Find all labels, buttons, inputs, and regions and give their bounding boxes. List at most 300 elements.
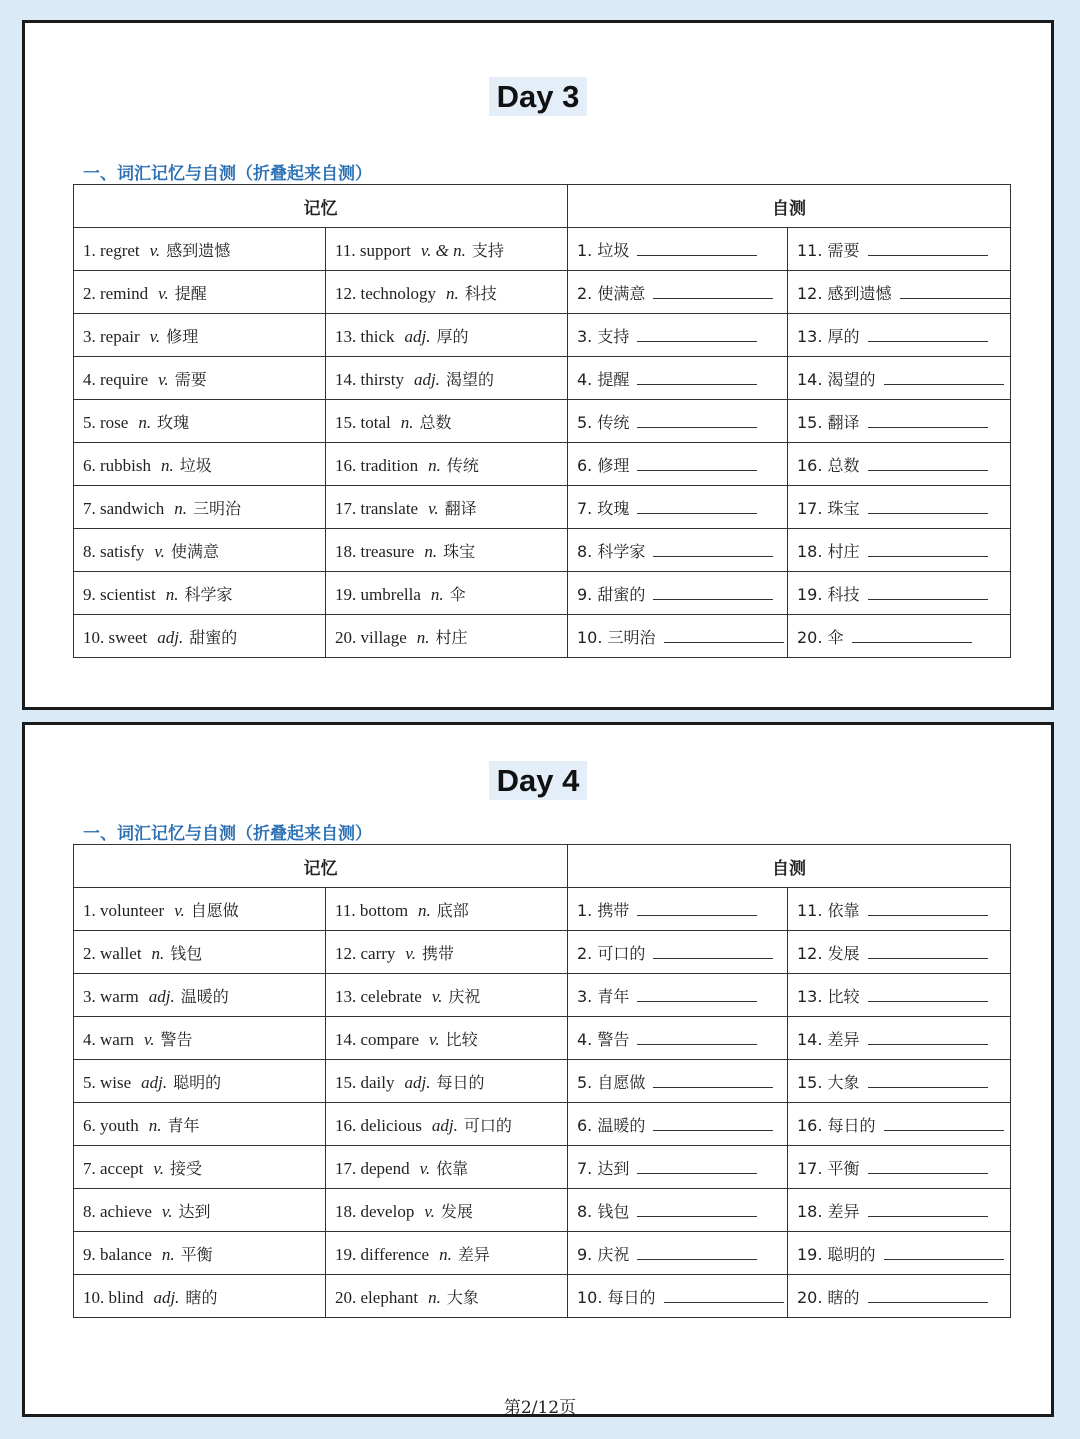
answer-blank[interactable] [637, 241, 757, 256]
self-test-entry [788, 974, 1011, 1017]
table-row [74, 1017, 1011, 1060]
self-test-prompt: 3. 支持 [577, 326, 630, 346]
english-word: 1. volunteer [83, 900, 165, 920]
self-test-prompt: 7. 达到 [577, 1158, 630, 1178]
answer-blank[interactable] [637, 1030, 757, 1045]
chinese-meaning: 自愿做 [190, 900, 239, 920]
english-word: 11. bottom [335, 900, 409, 920]
self-test-prompt: 7. 玫瑰 [577, 498, 630, 518]
self-test-prompt: 15. 大象 [797, 1072, 860, 1092]
day4-section-heading: 一、词汇记忆与自测（折叠起来自测） [83, 824, 372, 844]
answer-blank[interactable] [852, 628, 972, 643]
english-word: 19. difference [335, 1244, 430, 1264]
chinese-meaning: 厚的 [436, 326, 469, 346]
table-row [74, 529, 1011, 572]
memory-entry [74, 400, 326, 443]
day3-title: Day 3 [25, 79, 1051, 115]
answer-blank[interactable] [868, 1030, 988, 1045]
day3-section-heading: 一、词汇记忆与自测（折叠起来自测） [83, 164, 372, 184]
self-test-entry [788, 1232, 1011, 1275]
self-test-prompt: 4. 提醒 [577, 369, 630, 389]
part-of-speech: adj. [157, 627, 184, 647]
self-test-prompt: 5. 自愿做 [577, 1072, 646, 1092]
chinese-meaning: 珠宝 [443, 541, 476, 561]
answer-blank[interactable] [637, 370, 757, 385]
table-row [74, 443, 1011, 486]
self-test-entry [788, 1017, 1011, 1060]
memory-entry [74, 1146, 326, 1189]
chinese-meaning: 翻译 [444, 498, 477, 518]
part-of-speech: adj. [153, 1287, 180, 1307]
answer-blank[interactable] [637, 327, 757, 342]
memory-entry [326, 1146, 568, 1189]
part-of-speech: adj. [431, 1115, 458, 1135]
part-of-speech: v. [143, 1029, 155, 1049]
memory-entry [74, 572, 326, 615]
answer-blank[interactable] [868, 987, 988, 1002]
answer-blank[interactable] [868, 542, 988, 557]
chinese-meaning: 玫瑰 [157, 412, 190, 432]
answer-blank[interactable] [653, 585, 773, 600]
chinese-meaning: 垃圾 [179, 455, 212, 475]
english-word: 10. sweet [83, 627, 148, 647]
self-test-entry [568, 974, 788, 1017]
english-word: 7. sandwich [83, 498, 165, 518]
memory-entry [326, 888, 568, 931]
memory-entry [326, 271, 568, 314]
self-test-entry [788, 615, 1011, 658]
english-word: 18. develop [335, 1201, 415, 1221]
chinese-meaning: 平衡 [180, 1244, 213, 1264]
answer-blank[interactable] [653, 1116, 773, 1131]
english-word: 2. wallet [83, 943, 142, 963]
self-test-prompt: 1. 垃圾 [577, 240, 630, 260]
memory-entry [74, 228, 326, 271]
part-of-speech: v. [419, 1158, 431, 1178]
answer-blank[interactable] [868, 1288, 988, 1303]
chinese-meaning: 大象 [446, 1287, 479, 1307]
english-word: 15. total [335, 412, 391, 432]
table-row [74, 314, 1011, 357]
answer-blank[interactable] [868, 1159, 988, 1174]
chinese-meaning: 提醒 [174, 283, 207, 303]
english-word: 4. warn [83, 1029, 134, 1049]
self-test-entry [788, 486, 1011, 529]
memory-entry [326, 357, 568, 400]
self-test-prompt: 13. 比较 [797, 986, 860, 1006]
part-of-speech: n. [428, 1287, 441, 1307]
self-test-prompt: 2. 使满意 [577, 283, 646, 303]
answer-blank[interactable] [653, 284, 773, 299]
english-word: 6. rubbish [83, 455, 151, 475]
english-word: 8. satisfy [83, 541, 145, 561]
self-test-entry [568, 931, 788, 974]
answer-blank[interactable] [884, 1245, 1004, 1260]
part-of-speech: v. & n. [420, 240, 466, 260]
self-test-entry [568, 228, 788, 271]
self-test-header: 自测 [568, 185, 1011, 228]
part-of-speech: n. [161, 455, 174, 475]
self-test-prompt: 17. 平衡 [797, 1158, 860, 1178]
part-of-speech: v. [154, 541, 165, 561]
memory-entry [326, 1060, 568, 1103]
part-of-speech: n. [165, 584, 179, 604]
english-word: 14. compare [335, 1029, 420, 1049]
chinese-meaning: 瞎的 [185, 1287, 218, 1307]
self-test-entry [788, 888, 1011, 931]
table-row [74, 400, 1011, 443]
memory-entry [326, 1189, 568, 1232]
part-of-speech: adj. [404, 326, 431, 346]
part-of-speech: n. [400, 412, 414, 432]
chinese-meaning: 每日的 [436, 1072, 485, 1092]
answer-blank[interactable] [868, 327, 988, 342]
answer-blank[interactable] [868, 901, 988, 916]
part-of-speech: v. [158, 283, 169, 303]
english-word: 2. remind [83, 283, 149, 303]
table-row [74, 974, 1011, 1017]
memory-entry [74, 1060, 326, 1103]
table-row [74, 1103, 1011, 1146]
chinese-meaning: 达到 [178, 1201, 211, 1221]
chinese-meaning: 钱包 [170, 943, 203, 963]
english-word: 12. carry [335, 943, 396, 963]
self-test-prompt: 1. 携带 [577, 900, 630, 920]
part-of-speech: v. [161, 1201, 173, 1221]
self-test-entry [788, 1189, 1011, 1232]
self-test-entry [568, 529, 788, 572]
part-of-speech: n. [151, 943, 165, 963]
self-test-entry [568, 271, 788, 314]
self-test-entry [788, 572, 1011, 615]
answer-blank[interactable] [637, 1245, 757, 1260]
chinese-meaning: 差异 [457, 1244, 490, 1264]
memory-entry [74, 1189, 326, 1232]
memory-entry [326, 931, 568, 974]
english-word: 11. support [335, 240, 411, 260]
english-word: 10. blind [83, 1287, 144, 1307]
part-of-speech: adj. [148, 986, 175, 1006]
answer-blank[interactable] [900, 284, 1011, 299]
english-word: 19. umbrella [335, 584, 421, 604]
answer-blank[interactable] [884, 370, 1004, 385]
chinese-meaning: 比较 [445, 1029, 478, 1049]
self-test-entry [788, 443, 1011, 486]
self-test-prompt: 12. 感到遗憾 [797, 283, 892, 303]
answer-blank[interactable] [637, 499, 757, 514]
self-test-entry [788, 1275, 1011, 1318]
memory-entry [74, 357, 326, 400]
chinese-meaning: 使满意 [170, 541, 219, 561]
english-word: 16. delicious [335, 1115, 422, 1135]
chinese-meaning: 温暖的 [180, 986, 229, 1006]
chinese-meaning: 总数 [419, 412, 452, 432]
self-test-entry [568, 615, 788, 658]
part-of-speech: n. [428, 455, 441, 475]
self-test-entry [788, 1103, 1011, 1146]
part-of-speech: adj. [141, 1072, 168, 1092]
self-test-prompt: 18. 村庄 [797, 541, 860, 561]
memory-entry [326, 1017, 568, 1060]
self-test-prompt: 19. 科技 [797, 584, 860, 604]
memory-entry [74, 314, 326, 357]
table-row [74, 271, 1011, 314]
chinese-meaning: 科学家 [184, 584, 233, 604]
self-test-prompt: 6. 温暖的 [577, 1115, 646, 1135]
part-of-speech: n. [430, 584, 444, 604]
table-row [74, 888, 1011, 931]
chinese-meaning: 修理 [166, 326, 199, 346]
self-test-entry [568, 400, 788, 443]
english-word: 1. regret [83, 240, 140, 260]
chinese-meaning: 渴望的 [445, 369, 494, 389]
day4-worksheet [22, 722, 1054, 1417]
english-word: 4. require [83, 369, 149, 389]
part-of-speech: n. [424, 541, 438, 561]
memory-entry [326, 486, 568, 529]
self-test-prompt: 8. 钱包 [577, 1201, 630, 1221]
self-test-entry [568, 486, 788, 529]
memory-entry [74, 615, 326, 658]
part-of-speech: v. [153, 1158, 164, 1178]
memory-entry [326, 1232, 568, 1275]
self-test-entry [568, 1189, 788, 1232]
part-of-speech: n. [418, 900, 431, 920]
self-test-entry [568, 1060, 788, 1103]
self-test-entry [568, 443, 788, 486]
table-row [74, 572, 1011, 615]
table-row [74, 1232, 1011, 1275]
english-word: 18. treasure [335, 541, 415, 561]
chinese-meaning: 支持 [471, 240, 504, 260]
chinese-meaning: 发展 [440, 1201, 473, 1221]
self-test-prompt: 14. 渴望的 [797, 369, 876, 389]
chinese-meaning: 青年 [167, 1115, 200, 1135]
answer-blank[interactable] [653, 1073, 773, 1088]
part-of-speech: n. [148, 1115, 162, 1135]
answer-blank[interactable] [637, 1159, 757, 1174]
part-of-speech: v. [149, 240, 161, 260]
self-test-entry [568, 1017, 788, 1060]
self-test-entry [568, 1232, 788, 1275]
self-test-entry [788, 400, 1011, 443]
table-row [74, 1146, 1011, 1189]
self-test-entry [568, 572, 788, 615]
chinese-meaning: 传统 [446, 455, 479, 475]
memory-entry [326, 443, 568, 486]
table-row [74, 228, 1011, 271]
self-test-entry [788, 271, 1011, 314]
part-of-speech: v. [405, 943, 416, 963]
english-word: 13. celebrate [335, 986, 422, 1006]
english-word: 9. scientist [83, 584, 156, 604]
memory-header: 记忆 [74, 845, 568, 888]
memory-entry [326, 228, 568, 271]
memory-entry [74, 1232, 326, 1275]
memory-entry [74, 271, 326, 314]
memory-entry [74, 974, 326, 1017]
memory-entry [74, 1017, 326, 1060]
chinese-meaning: 村庄 [435, 627, 468, 647]
chinese-meaning: 科技 [464, 283, 497, 303]
english-word: 20. elephant [335, 1287, 419, 1307]
english-word: 12. technology [335, 283, 437, 303]
english-word: 6. youth [83, 1115, 139, 1135]
self-test-prompt: 9. 庆祝 [577, 1244, 630, 1264]
part-of-speech: n. [174, 498, 187, 518]
english-word: 5. rose [83, 412, 129, 432]
part-of-speech: n. [439, 1244, 452, 1264]
self-test-prompt: 11. 需要 [797, 240, 860, 260]
part-of-speech: adj. [404, 1072, 431, 1092]
self-test-prompt: 9. 甜蜜的 [577, 584, 646, 604]
self-test-entry [568, 357, 788, 400]
table-row [74, 931, 1011, 974]
self-test-prompt: 20. 瞎的 [797, 1287, 860, 1307]
answer-blank[interactable] [637, 1202, 757, 1217]
self-test-prompt: 2. 可口的 [577, 943, 646, 963]
self-test-prompt: 16. 总数 [797, 455, 860, 475]
self-test-entry [568, 314, 788, 357]
answer-blank[interactable] [637, 901, 757, 916]
table-row [74, 486, 1011, 529]
chinese-meaning: 警告 [160, 1029, 193, 1049]
table-row [74, 1275, 1011, 1318]
memory-entry [326, 1275, 568, 1318]
english-word: 8. achieve [83, 1201, 152, 1221]
chinese-meaning: 三明治 [192, 498, 241, 518]
table-row [74, 1189, 1011, 1232]
answer-blank[interactable] [653, 542, 773, 557]
chinese-meaning: 接受 [169, 1158, 202, 1178]
table-header-row [74, 845, 1011, 888]
memory-entry [326, 615, 568, 658]
answer-blank[interactable] [653, 944, 773, 959]
chinese-meaning: 依靠 [436, 1158, 469, 1178]
self-test-prompt: 20. 伞 [797, 627, 844, 647]
part-of-speech: n. [416, 627, 430, 647]
answer-blank[interactable] [664, 628, 784, 643]
answer-blank[interactable] [868, 1073, 988, 1088]
day3-vocab-table [73, 184, 1011, 658]
answer-blank[interactable] [664, 1288, 784, 1303]
table-row [74, 615, 1011, 658]
self-test-prompt: 4. 警告 [577, 1029, 630, 1049]
self-test-entry [568, 1103, 788, 1146]
answer-blank[interactable] [868, 413, 988, 428]
memory-entry [74, 1103, 326, 1146]
chinese-meaning: 感到遗憾 [166, 240, 231, 260]
self-test-prompt: 10. 每日的 [577, 1287, 656, 1307]
answer-blank[interactable] [637, 456, 757, 471]
answer-blank[interactable] [868, 499, 988, 514]
memory-entry [74, 443, 326, 486]
self-test-prompt: 16. 每日的 [797, 1115, 876, 1135]
answer-blank[interactable] [637, 987, 757, 1002]
english-word: 5. wise [83, 1072, 132, 1092]
self-test-prompt: 15. 翻译 [797, 412, 860, 432]
answer-blank[interactable] [868, 241, 988, 256]
chinese-meaning: 伞 [449, 584, 466, 604]
english-word: 17. depend [335, 1158, 410, 1178]
part-of-speech: v. [174, 900, 185, 920]
answer-blank[interactable] [884, 1116, 1004, 1131]
english-word: 16. tradition [335, 455, 419, 475]
self-test-prompt: 5. 传统 [577, 412, 630, 432]
self-test-prompt: 14. 差异 [797, 1029, 860, 1049]
self-test-entry [788, 1146, 1011, 1189]
self-test-entry [568, 1275, 788, 1318]
part-of-speech: n. [138, 412, 152, 432]
self-test-entry [568, 888, 788, 931]
english-word: 7. accept [83, 1158, 144, 1178]
chinese-meaning: 甜蜜的 [189, 627, 238, 647]
chinese-meaning: 需要 [174, 369, 207, 389]
self-test-header: 自测 [568, 845, 1011, 888]
english-word: 9. balance [83, 1244, 152, 1264]
memory-header: 记忆 [74, 185, 568, 228]
part-of-speech: v. [158, 369, 169, 389]
self-test-entry [568, 1146, 788, 1189]
memory-entry [326, 572, 568, 615]
english-word: 20. village [335, 627, 407, 647]
part-of-speech: adj. [413, 369, 440, 389]
memory-entry [74, 529, 326, 572]
self-test-entry [788, 931, 1011, 974]
memory-entry [74, 486, 326, 529]
self-test-entry [788, 314, 1011, 357]
english-word: 14. thirsty [335, 369, 404, 389]
chinese-meaning: 庆祝 [448, 986, 481, 1006]
self-test-prompt: 17. 珠宝 [797, 498, 860, 518]
answer-blank[interactable] [868, 456, 988, 471]
self-test-entry [788, 357, 1011, 400]
part-of-speech: n. [446, 283, 459, 303]
self-test-prompt: 6. 修理 [577, 455, 630, 475]
memory-entry [326, 314, 568, 357]
english-word: 17. translate [335, 498, 419, 518]
answer-blank[interactable] [868, 585, 988, 600]
self-test-prompt: 12. 发展 [797, 943, 860, 963]
answer-blank[interactable] [868, 1202, 988, 1217]
memory-entry [326, 400, 568, 443]
memory-entry [326, 529, 568, 572]
self-test-prompt: 3. 青年 [577, 986, 630, 1006]
self-test-prompt: 13. 厚的 [797, 326, 860, 346]
self-test-prompt: 10. 三明治 [577, 627, 656, 647]
memory-entry [74, 888, 326, 931]
english-word: 3. warm [83, 986, 139, 1006]
part-of-speech: v. [424, 1201, 435, 1221]
part-of-speech: v. [428, 498, 439, 518]
self-test-entry [788, 1060, 1011, 1103]
part-of-speech: v. [149, 326, 161, 346]
day4-vocab-table [73, 844, 1011, 1318]
self-test-prompt: 18. 差异 [797, 1201, 860, 1221]
chinese-meaning: 可口的 [463, 1115, 512, 1135]
memory-entry [74, 931, 326, 974]
table-row [74, 357, 1011, 400]
part-of-speech: n. [161, 1244, 175, 1264]
self-test-prompt: 8. 科学家 [577, 541, 646, 561]
chinese-meaning: 聪明的 [173, 1072, 222, 1092]
part-of-speech: v. [431, 986, 443, 1006]
chinese-meaning: 携带 [421, 943, 454, 963]
answer-blank[interactable] [637, 413, 757, 428]
self-test-entry [788, 529, 1011, 572]
answer-blank[interactable] [868, 944, 988, 959]
page-number: 第2/12页 [503, 1398, 577, 1418]
